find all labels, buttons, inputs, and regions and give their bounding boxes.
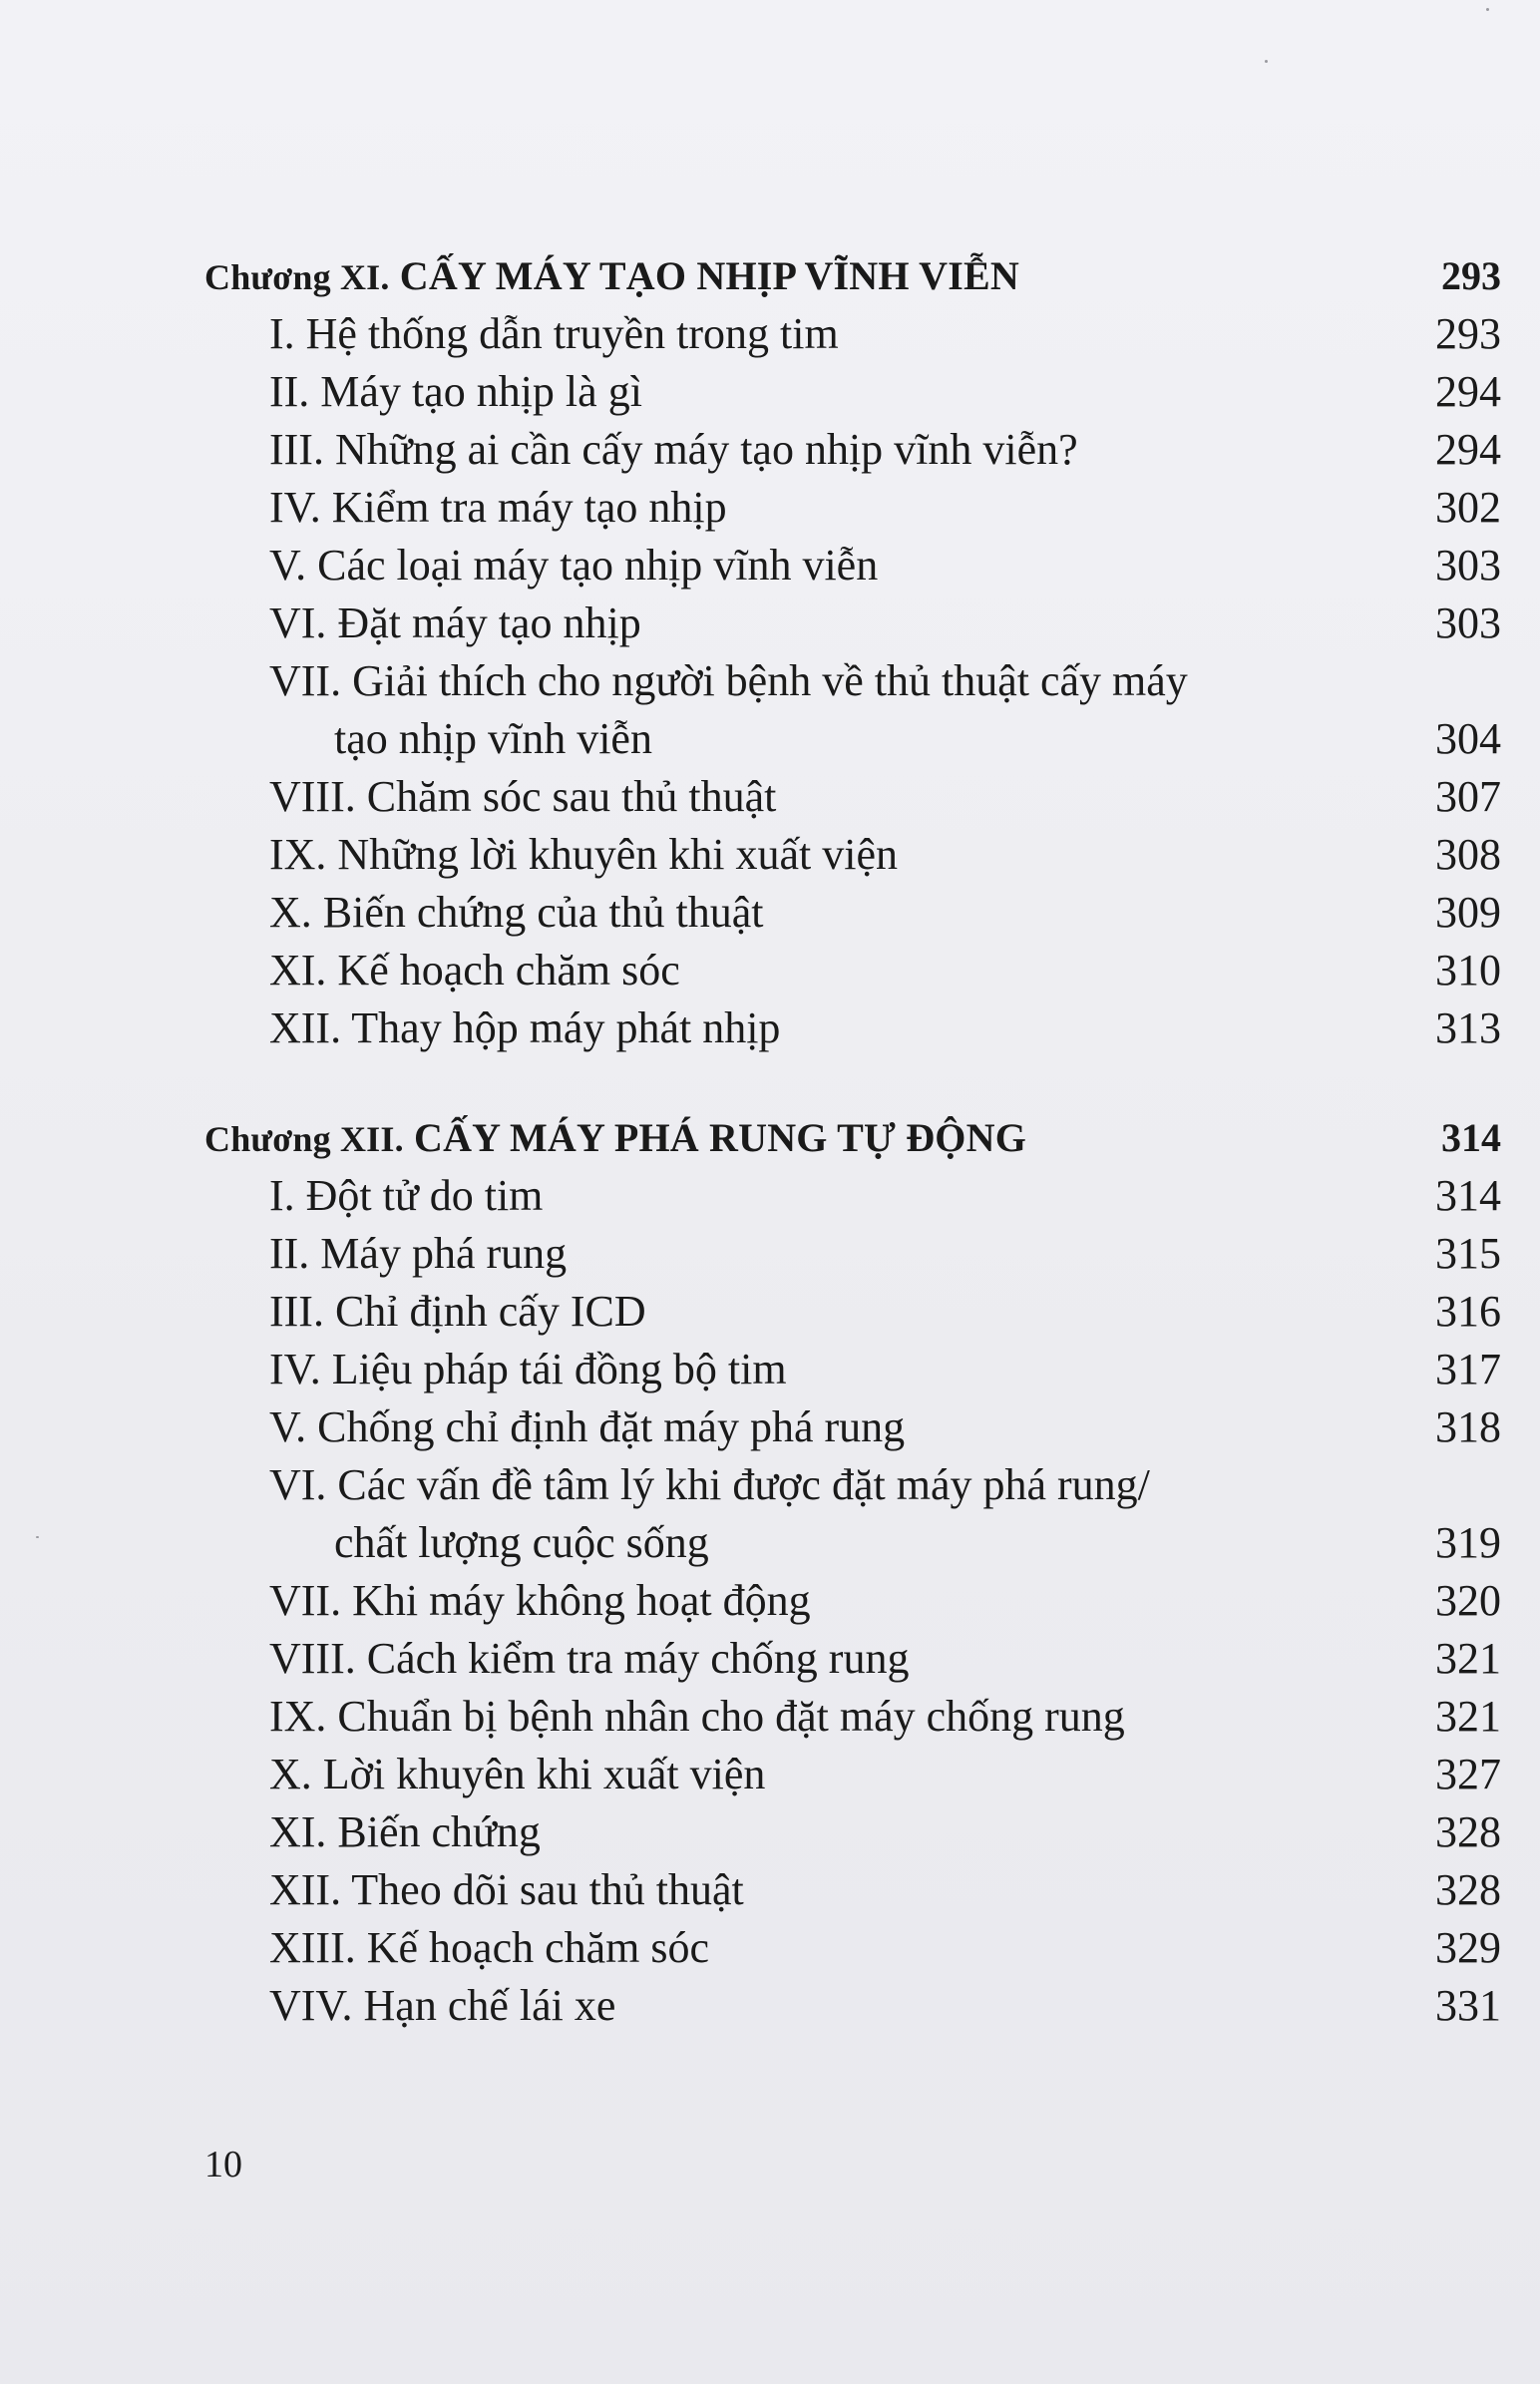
entry-label: VIII. Chăm sóc sau thủ thuật bbox=[269, 772, 777, 821]
entry-page-number: 320 bbox=[1435, 1576, 1501, 1625]
toc-entry bbox=[204, 1341, 1501, 1398]
toc-entry bbox=[204, 1746, 1501, 1803]
chapter-heading bbox=[204, 1109, 1501, 1167]
entry-page-number: 308 bbox=[1435, 830, 1501, 879]
entry-label: IX. Những lời khuyên khi xuất viện bbox=[269, 830, 899, 879]
table-of-contents bbox=[204, 247, 1501, 2035]
entry-page-number: 307 bbox=[1435, 772, 1501, 821]
entry-label: VIII. Cách kiểm tra máy chống rung bbox=[269, 1634, 910, 1683]
chapter-page-number: 314 bbox=[1441, 1115, 1501, 1160]
toc-entry bbox=[204, 1630, 1501, 1688]
entry-page-number: 315 bbox=[1435, 1229, 1501, 1278]
toc-entry bbox=[204, 1167, 1501, 1225]
toc-entry bbox=[204, 1456, 1501, 1572]
entry-page-number: 294 bbox=[1435, 425, 1501, 474]
entry-label-continued: tạo nhịp vĩnh viễn bbox=[334, 714, 652, 763]
chapter-prefix: Chương XII. bbox=[204, 1119, 404, 1159]
entry-label: X. Lời khuyên khi xuất viện bbox=[269, 1750, 766, 1798]
entry-page-number: 303 bbox=[1435, 598, 1501, 647]
entry-label: I. Hệ thống dẫn truyền trong tim bbox=[269, 309, 839, 358]
entry-label: XIII. Kế hoạch chăm sóc bbox=[269, 1923, 710, 1972]
entry-label: III. Những ai cần cấy máy tạo nhịp vĩnh viễn? bbox=[269, 425, 1078, 474]
entry-page-number: 302 bbox=[1435, 483, 1501, 532]
toc-entry bbox=[204, 595, 1501, 652]
entry-page-number: 329 bbox=[1435, 1923, 1501, 1972]
chapter-title bbox=[204, 1109, 1026, 1168]
toc-entry bbox=[204, 999, 1501, 1057]
chapter-title bbox=[204, 247, 1019, 306]
entry-page-number: 317 bbox=[1435, 1345, 1501, 1393]
entry-page-number: 331 bbox=[1435, 1981, 1501, 2030]
entry-label: XII. Thay hộp máy phát nhịp bbox=[269, 1003, 781, 1052]
chapter-name: CẤY MÁY PHÁ RUNG TỰ ĐỘNG bbox=[414, 1115, 1027, 1160]
entry-page-number: 319 bbox=[1435, 1518, 1501, 1567]
toc-entry bbox=[204, 884, 1501, 942]
toc-entry bbox=[204, 942, 1501, 999]
section-spacer bbox=[204, 1057, 1501, 1109]
entry-page-number: 318 bbox=[1435, 1402, 1501, 1451]
entry-label: XI. Biến chứng bbox=[269, 1807, 541, 1856]
entry-page-number: 321 bbox=[1435, 1634, 1501, 1683]
entry-label: V. Các loại máy tạo nhịp vĩnh viễn bbox=[269, 541, 879, 590]
toc-entry bbox=[204, 363, 1501, 421]
entry-page-number: 304 bbox=[1435, 714, 1501, 763]
entry-label: VIV. Hạn chế lái xe bbox=[269, 1981, 616, 2030]
entry-page-number: 293 bbox=[1435, 309, 1501, 358]
toc-entry bbox=[204, 421, 1501, 479]
page-number: 10 bbox=[204, 2144, 242, 2185]
entry-page-number: 316 bbox=[1435, 1287, 1501, 1336]
entry-page-number: 328 bbox=[1435, 1865, 1501, 1914]
entry-page-number: 309 bbox=[1435, 888, 1501, 937]
chapter-heading bbox=[204, 247, 1501, 305]
toc-entry bbox=[204, 768, 1501, 826]
toc-entry bbox=[204, 1977, 1501, 2035]
paper-speck bbox=[1486, 8, 1489, 11]
entry-label: VII. Giải thích cho người bệnh về thủ thuật cấy máy bbox=[269, 656, 1188, 705]
chapter-prefix: Chương XI. bbox=[204, 257, 390, 297]
toc-entry bbox=[204, 1572, 1501, 1630]
entry-label: II. Máy tạo nhịp là gì bbox=[269, 367, 642, 416]
entry-label: IV. Kiểm tra máy tạo nhịp bbox=[269, 483, 727, 532]
toc-entry bbox=[204, 1861, 1501, 1919]
entry-label: IX. Chuẩn bị bệnh nhân cho đặt máy chống rung bbox=[269, 1692, 1125, 1741]
entry-page-number: 303 bbox=[1435, 541, 1501, 590]
paper-speck bbox=[1265, 60, 1268, 63]
entry-label-continued: chất lượng cuộc sống bbox=[334, 1518, 709, 1567]
entry-page-number: 314 bbox=[1435, 1171, 1501, 1220]
entry-page-number: 321 bbox=[1435, 1692, 1501, 1741]
toc-entry bbox=[204, 826, 1501, 884]
entry-page-number: 327 bbox=[1435, 1750, 1501, 1798]
paper-speck bbox=[36, 1536, 39, 1538]
toc-entry bbox=[204, 1688, 1501, 1746]
entry-page-number: 294 bbox=[1435, 367, 1501, 416]
toc-entry bbox=[204, 1225, 1501, 1283]
entry-page-number: 313 bbox=[1435, 1003, 1501, 1052]
toc-entry bbox=[204, 1919, 1501, 1977]
entry-label: III. Chỉ định cấy ICD bbox=[269, 1287, 646, 1336]
chapter-name: CẤY MÁY TẠO NHỊP VĨNH VIỄN bbox=[399, 253, 1019, 298]
entry-label: XI. Kế hoạch chăm sóc bbox=[269, 946, 680, 994]
toc-entry bbox=[204, 1803, 1501, 1861]
toc-entry bbox=[204, 652, 1501, 768]
toc-entry bbox=[204, 305, 1501, 363]
entry-label: IV. Liệu pháp tái đồng bộ tim bbox=[269, 1345, 787, 1393]
entry-label: VI. Đặt máy tạo nhịp bbox=[269, 598, 641, 647]
toc-entry bbox=[204, 479, 1501, 537]
entry-label: VI. Các vấn đề tâm lý khi được đặt máy phá rung/ bbox=[269, 1460, 1150, 1509]
toc-entry bbox=[204, 1283, 1501, 1341]
entry-label: II. Máy phá rung bbox=[269, 1229, 568, 1278]
entry-label: V. Chống chỉ định đặt máy phá rung bbox=[269, 1402, 906, 1451]
toc-entry bbox=[204, 1398, 1501, 1456]
entry-page-number: 328 bbox=[1435, 1807, 1501, 1856]
entry-label: VII. Khi máy không hoạt động bbox=[269, 1576, 811, 1625]
chapter-page-number: 293 bbox=[1441, 253, 1501, 298]
entry-label: I. Đột tử do tim bbox=[269, 1171, 544, 1220]
entry-page-number: 310 bbox=[1435, 946, 1501, 994]
entry-label: XII. Theo dõi sau thủ thuật bbox=[269, 1865, 744, 1914]
toc-entry bbox=[204, 537, 1501, 595]
entry-label: X. Biến chứng của thủ thuật bbox=[269, 888, 764, 937]
